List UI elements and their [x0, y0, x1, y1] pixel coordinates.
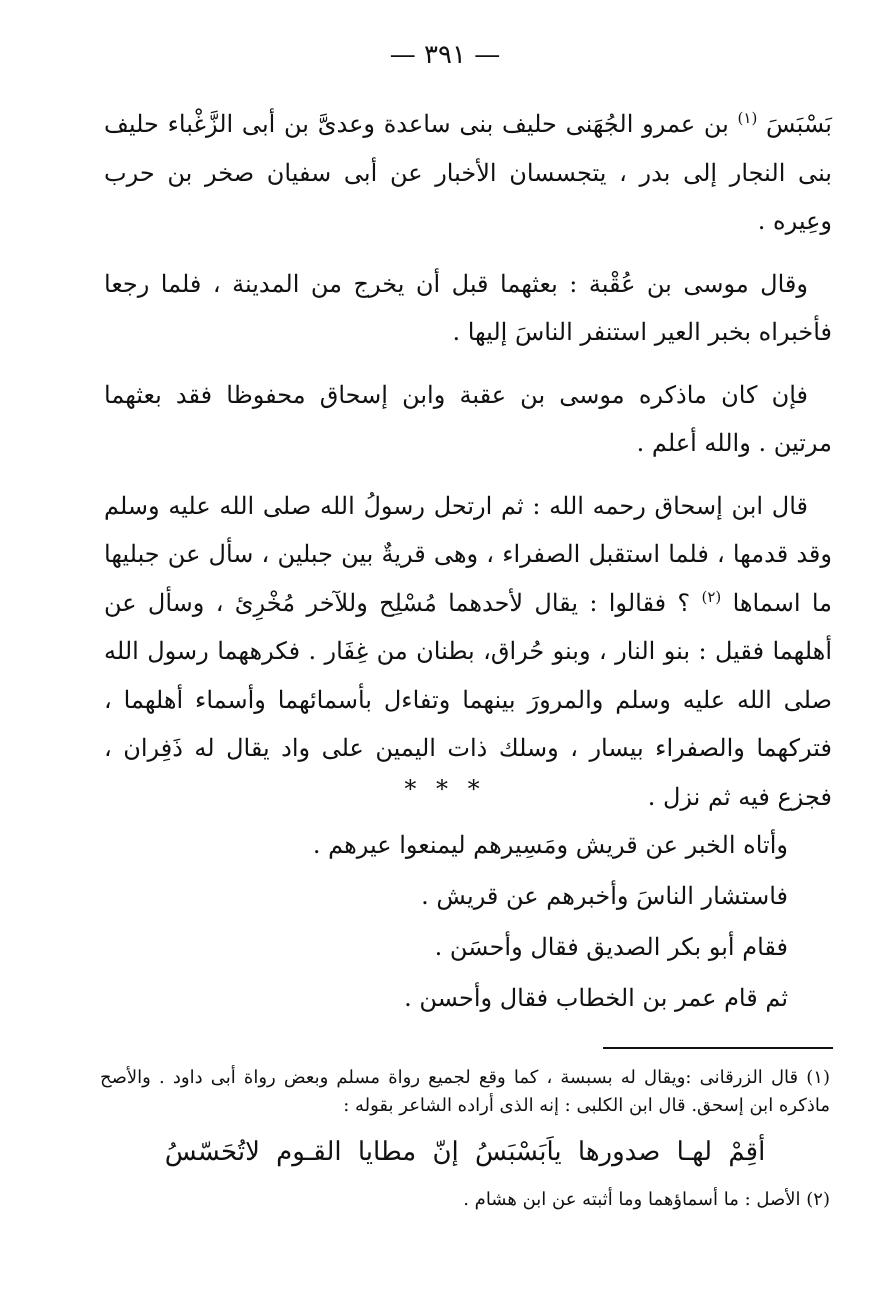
summary-line: وأتاه الخبر عن قريش ومَسِيرهم ليمنعوا عيرهم . [312, 831, 788, 859]
paragraph-1 [104, 100, 832, 246]
summary-lines [268, 820, 788, 1024]
paragraph-4-start: قال ابن إسحاق رحمه الله : ثم ارتحل رسولُ الله صلى الله عليه وسلم وقد قدمها ، فلما استقبل الصفراء ، وهى قريةٌ بين جبلين ، سأل عن جبليها ما اسماها [104, 491, 833, 617]
paragraph-3: فإن كان ماذكره موسى بن عقبة وابن إسحاق محفوظا فقد بعثهما مرتين . والله أعلم . [104, 380, 832, 457]
paragraph-4-rest: ؟ فقالوا : يقال لأحدهما مُسْلِح وللآخر مُخْرِئ ، وسأل عن أهلهما فقيل : بنو النار ، وبنو حُراق، بطنان من غِفَار . فكرههما رسول الله صلى الله عليه وسلم والمرورَ بينهما وتفاءل بأسمائهما وأسماء أهلهما ، فتركهما والصفراء بيسار ، وسلك ذات اليمين على واد يقال له ذَفِران ، فجزع فيه ثم نزل . [104, 588, 833, 811]
paragraph-4 [104, 482, 832, 822]
main-text [104, 100, 832, 835]
paragraph-1-rest: بن عمرو الجُهَنى حليف بنى ساعدة وعدىَّ بن أبى الزَّغْباء حليف بنى النجار إلى بدر ، يتجسسان الأخبار عن أبى سفيان صخر بن حرب وعِيره . [104, 110, 832, 235]
summary-line: فقام أبو بكر الصديق فقال وأحسَن . [434, 933, 788, 961]
footnote-ref-1: (١) [737, 109, 758, 127]
summary-line: ثم قام عمر بن الخطاب فقال وأحسن . [404, 984, 788, 1012]
footnote-1: (١) قال الزرقانى :ويقال له بسبسة ، كما وقع لجميع رواة مسلم وبعض رواة أبى داود . والأصح ماذكره ابن إسحق. قال ابن الكلبى : إنه الذى أراده الشاعر بقوله : [100, 1067, 830, 1116]
footnote-poem-verse: أقِمْ لهـا صدورها ياَبَسْبَسُ إنّ مطايا القـوم لاتُحَسّسُ [164, 1137, 766, 1167]
section-separator: * * * [404, 775, 486, 803]
footnote-divider [603, 1047, 833, 1049]
footnote-2: (٢) الأصل : ما أسماؤهما وما أثبته عن ابن هشام . [463, 1189, 830, 1210]
paragraph-2: وقال موسى بن عُقْبة : بعثهما قبل أن يخرج من المدينة ، فلما رجعا فأخبراه بخبر العير استنفر الناسَ إليها . [104, 269, 832, 346]
paragraph-1-start: بَسْبَسَ [757, 110, 832, 138]
summary-line: فاستشار الناسَ وأخبرهم عن قريش . [421, 882, 788, 910]
footnote-ref-2: (٢) [701, 587, 722, 606]
page-number: — ٣٩١ — [389, 40, 501, 70]
footnotes [100, 1064, 830, 1214]
